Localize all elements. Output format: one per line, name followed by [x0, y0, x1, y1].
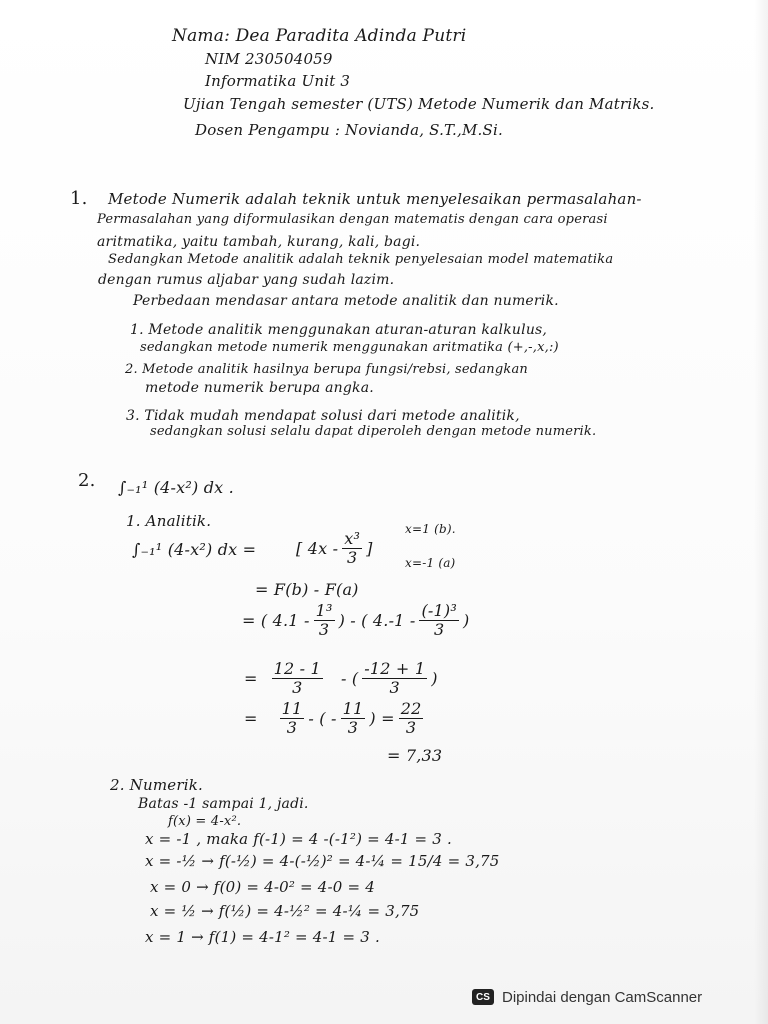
q2-step-3-num-1: 12 - 1	[273, 659, 321, 678]
q1-line-2: Permasalahan yang diformulasikan dengan matematis dengan cara operasi	[97, 212, 608, 227]
q2-step-1: = F(b) - F(a)	[255, 580, 359, 599]
q2-step-2-den-2: 3	[434, 620, 445, 640]
q2-step-3-end: )	[431, 669, 438, 689]
q2-step-2-a: = ( 4.1 -	[242, 611, 310, 631]
q2-integral: ∫₋₁¹ (4-x²) dx .	[118, 478, 234, 497]
q2-step-4-frac-2	[341, 700, 366, 738]
q2-step-4-eq: =	[244, 709, 258, 729]
header-lecturer: Dosen Pengampu : Novianda, S.T.,M.Si.	[195, 121, 503, 139]
q1-item-1-a: 1. Metode analitik menggunakan aturan-aturan kalkulus,	[130, 322, 548, 338]
q2-step-2-num-1: 1³	[315, 601, 333, 620]
q1-line-1: Metode Numerik adalah teknik untuk menyelesaikan permasalahan-	[108, 190, 642, 208]
q2-step-2	[242, 602, 469, 640]
q2-step-3-eq: =	[244, 669, 258, 689]
q2-analitik-title: 1. Analitik.	[126, 512, 212, 530]
q1-line-4: Sedangkan Metode analitik adalah teknik penyelesaian model matematika	[108, 252, 614, 267]
header-exam: Ujian Tengah semester (UTS) Metode Numerik dan Matriks.	[183, 95, 655, 113]
q2-analitik-lhs: ∫₋₁¹ (4-x²) dx =	[132, 540, 257, 559]
q2-fx: f(x) = 4-x².	[168, 814, 242, 829]
q1-item-1-b: sedangkan metode numerik menggunakan aritmatika (+,-,x,:)	[140, 340, 559, 355]
q2-step-4-den-2: 3	[347, 718, 359, 738]
q1-subtitle: Perbedaan mendasar antara metode analitik dan numerik.	[133, 293, 559, 309]
q2-numerik-row-3: x = 0 → f(0) = 4-0² = 4-0 = 4	[150, 878, 375, 896]
q2-x3-numerator: x³	[344, 529, 361, 548]
q2-step-3	[244, 660, 438, 698]
q2-step-4-den-1: 3	[286, 718, 298, 738]
q2-step-4-num-1: 11	[281, 699, 303, 718]
q2-step-4	[244, 700, 427, 738]
header-nim: NIM 230504059	[205, 50, 333, 68]
q2-step-4-den-3: 3	[405, 718, 417, 738]
q2-numerik-title: 2. Numerik.	[110, 776, 203, 794]
q2-numerik-row-4: x = ½ → f(½) = 4-½² = 4-¼ = 3,75	[150, 902, 420, 920]
q2-numerik-row-1: x = -1 , maka f(-1) = 4 -(-1²) = 4-1 = 3 .	[145, 830, 452, 848]
q2-step-2-den-1: 3	[318, 620, 330, 640]
q1-item-3-b: sedangkan solusi selalu dapat diperoleh dengan metode numerik.	[150, 424, 597, 439]
q2-step-4-frac-1	[280, 700, 305, 738]
q2-numerik-row-2: x = -½ → f(-½) = 4-(-½)² = 4-¼ = 15/4 = 3,75	[145, 852, 500, 870]
q2-antiderivative	[296, 530, 373, 568]
header-name: Nama: Dea Paradita Adinda Putri	[172, 26, 467, 46]
q2-step-3-den-2: 3	[389, 678, 400, 698]
q2-bracket-right: ]	[366, 539, 373, 559]
q2-upper-limit: x=1 (b).	[405, 522, 456, 536]
q2-step-4-frac-3	[399, 700, 424, 738]
q1-item-2-b: metode numerik berupa angka.	[145, 380, 374, 396]
q1-line-3: aritmatika, yaitu tambah, kurang, kali, bagi.	[97, 234, 421, 250]
q2-step-2-c: )	[462, 611, 470, 631]
q2-antiderivative-fraction	[342, 530, 362, 568]
q2-step-4-eq2: ) =	[369, 709, 395, 729]
q2-step-4-num-3: 22	[400, 699, 422, 718]
q2-batas: Batas -1 sampai 1, jadi.	[138, 796, 309, 812]
q1-item-3-a: 3. Tidak mudah mendapat solusi dari metode analitik,	[126, 408, 520, 424]
q2-step-2-frac-2	[419, 602, 458, 640]
q2-step-3-mid: - (	[340, 669, 359, 689]
q2-step-2-num-2: (-1)³	[421, 601, 457, 620]
q2-step-2-frac-1	[314, 602, 335, 640]
camscanner-watermark	[472, 982, 752, 1012]
header-prodi: Informatika Unit 3	[205, 72, 351, 90]
q2-analitik-result: = 7,33	[387, 746, 443, 765]
camscanner-logo-icon: CS	[472, 989, 494, 1005]
q1-item-2-a: 2. Metode analitik hasilnya berupa fungsi/rebsi, sedangkan	[125, 362, 528, 377]
q2-step-3-num-2: -12 + 1	[364, 659, 426, 678]
page-edge-shadow	[754, 0, 768, 1024]
q2-bracket-left: [ 4x -	[296, 539, 339, 559]
q2-step-2-b: ) - ( 4.-1 -	[338, 611, 416, 631]
q2-step-4-mid: - ( -	[308, 709, 337, 729]
q2-step-3-frac-1	[272, 660, 323, 698]
q1-line-5: dengan rumus aljabar yang sudah lazim.	[98, 272, 395, 288]
q1-number: 1.	[70, 188, 88, 209]
q2-step-4-num-2: 11	[342, 699, 364, 718]
q2-lower-limit: x=-1 (a)	[405, 556, 456, 570]
q2-numerik-row-5: x = 1 → f(1) = 4-1² = 4-1 = 3 .	[145, 928, 380, 946]
q2-number: 2.	[78, 470, 96, 491]
q2-step-3-frac-2	[362, 660, 427, 698]
camscanner-text: Dipindai dengan CamScanner	[502, 988, 703, 1006]
q2-x3-denominator: 3	[346, 548, 358, 568]
q2-step-3-den-1: 3	[292, 678, 303, 698]
